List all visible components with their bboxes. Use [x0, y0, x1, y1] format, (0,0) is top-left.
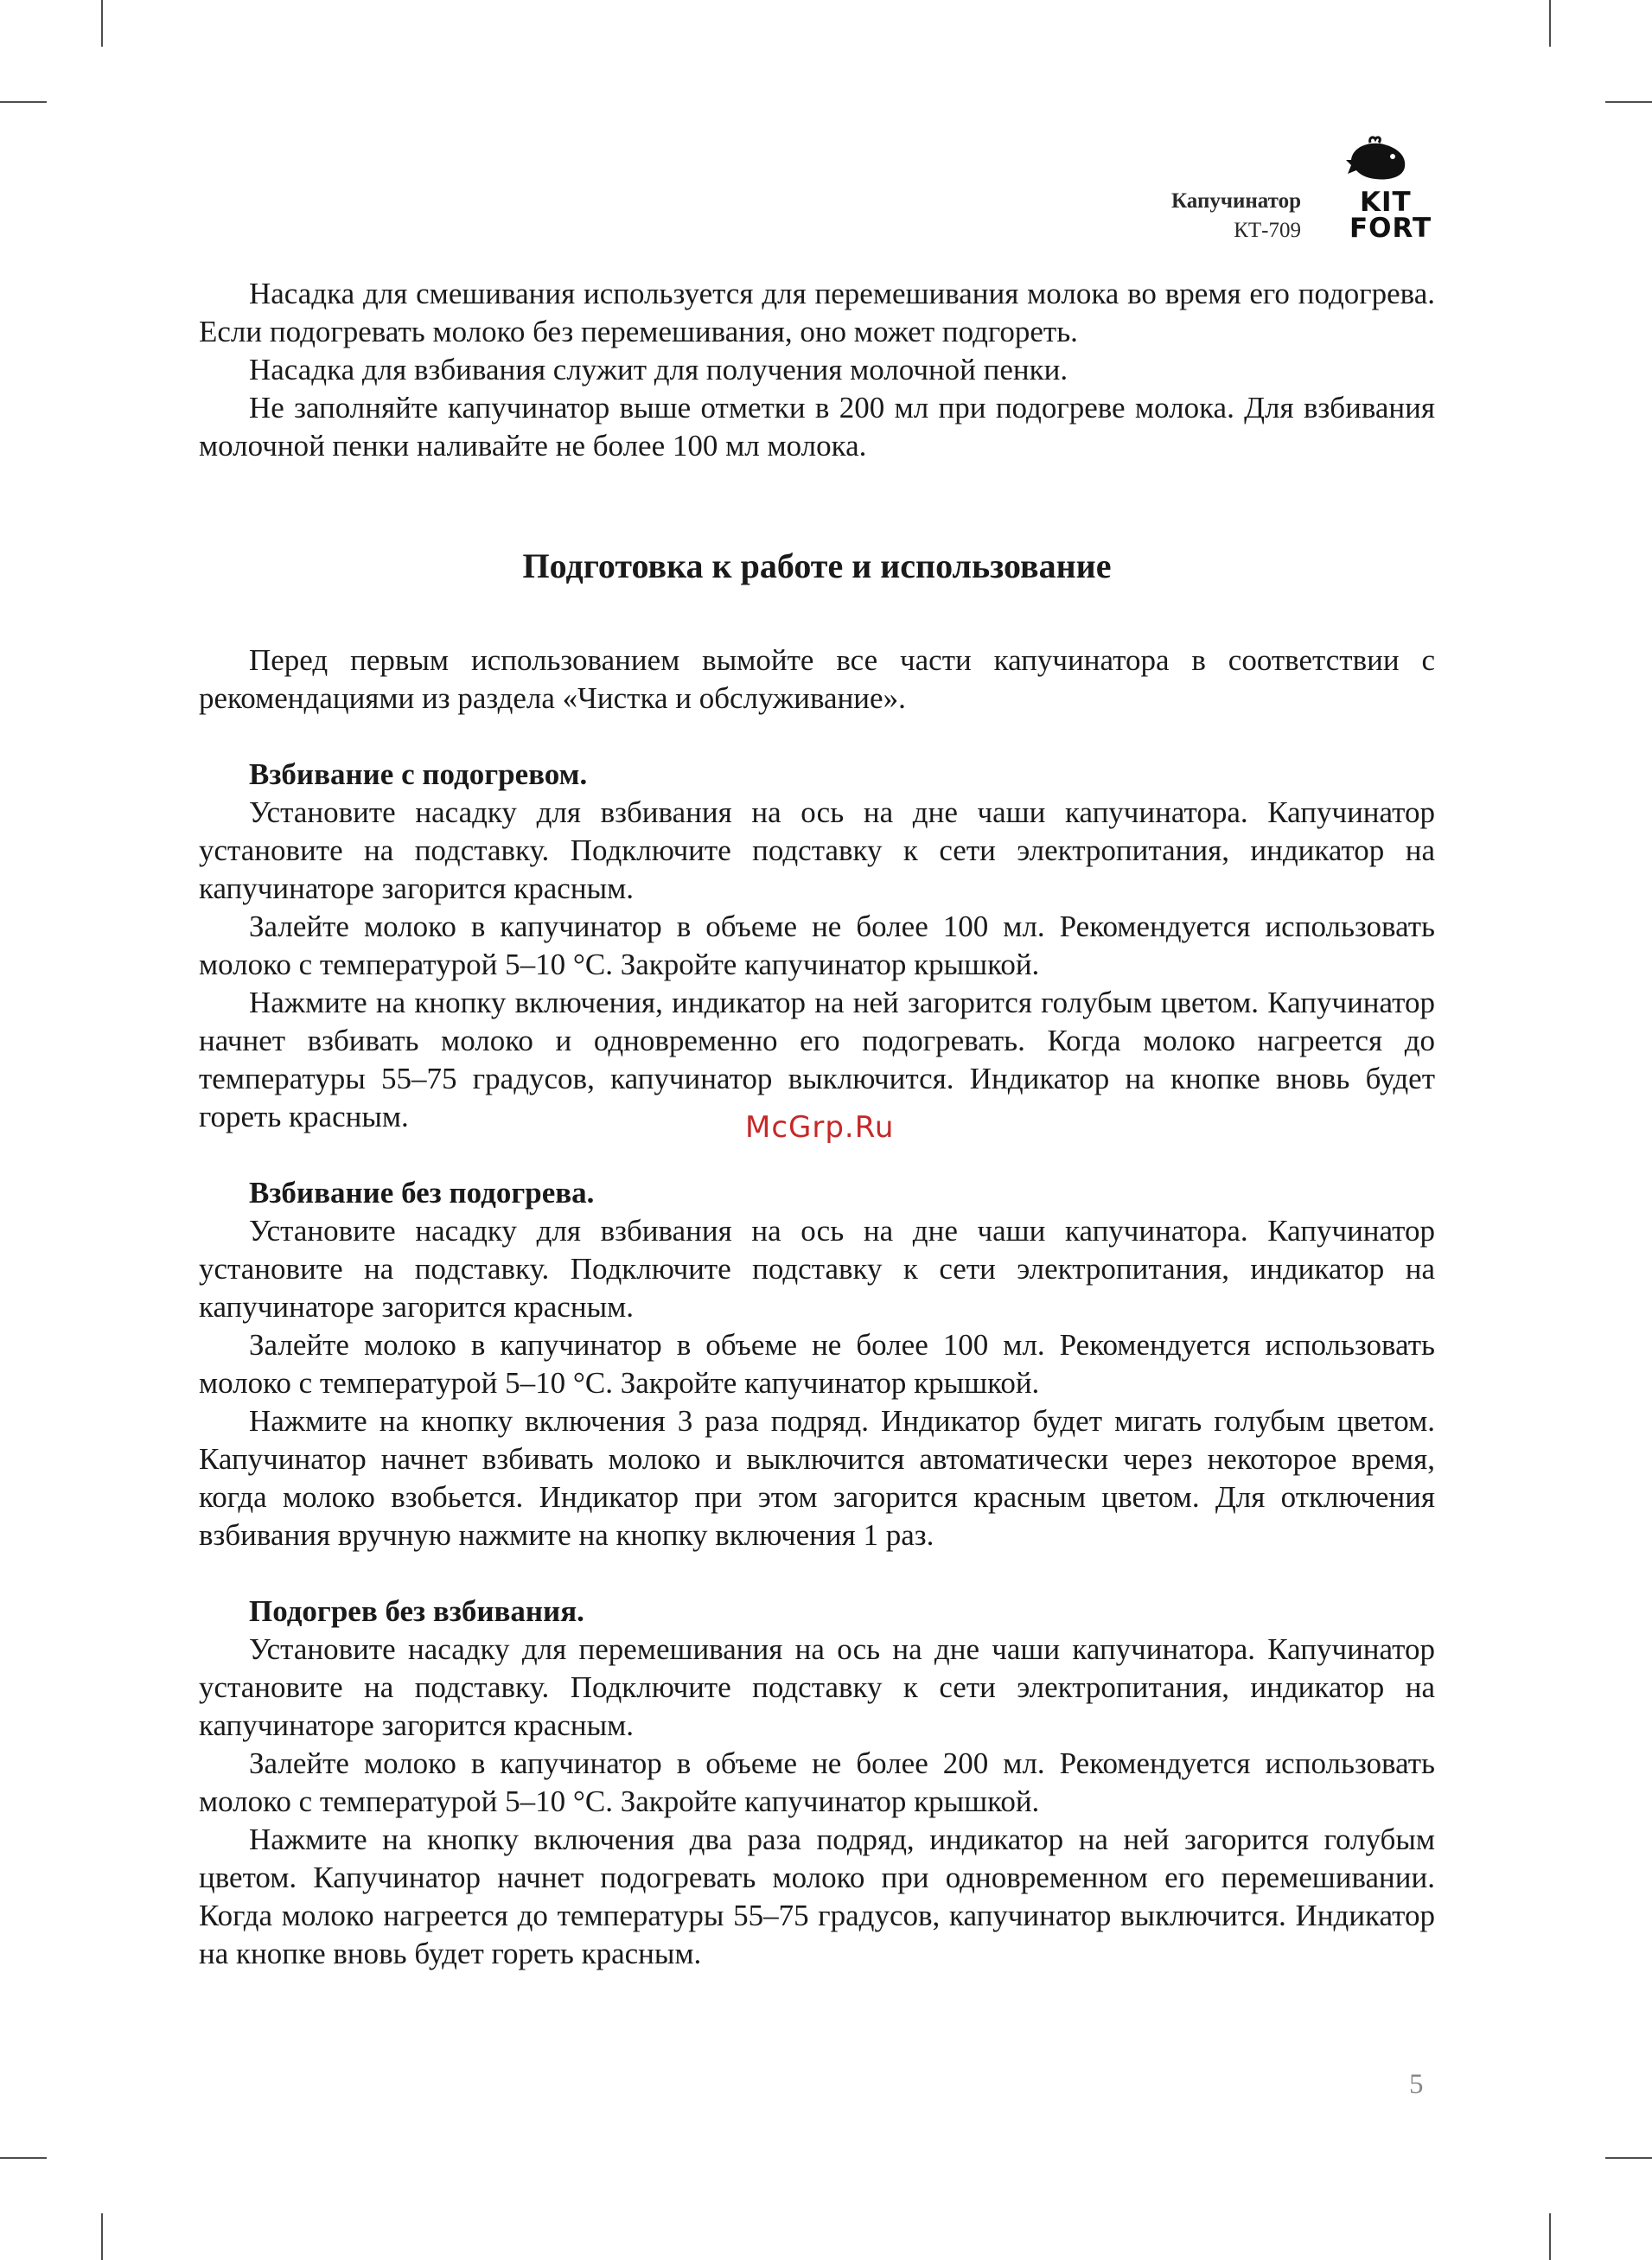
crop-mark-bottom-left — [101, 2213, 103, 2260]
logo-text-fort: FORT — [1349, 213, 1432, 244]
paragraph: Нажмите на кнопку включения два раза подряд, индикатор на ней загорится голубым цветом. Капучинатор начнет подогревать молоко при одновременном его перемешивании. Когда молоко нагреется до температуры 55–75 градусов, капучинатор выключится. Индикатор на кнопке вновь будет гореть красным. — [199, 1823, 1435, 1970]
section-title: Подготовка к работе и использование — [522, 546, 1112, 585]
intro-paragraph: Насадка для смешивания используется для перемешивания молока во время его подогрева. Если подогревать молоко без перемешивания, оно может подгореть. — [199, 277, 1435, 348]
logo-text-kit: KIT — [1360, 187, 1412, 218]
product-model: КТ-709 — [1234, 219, 1301, 242]
crop-mark-bottom-right — [1549, 2213, 1551, 2260]
crop-mark-bottom-right-h — [1605, 2157, 1652, 2159]
intro-paragraph: Не заполняйте капучинатор выше отметки в 200 мл при подогреве молока. Для взбивания молочной пенки наливайте не более 100 мл молока. — [199, 391, 1435, 463]
crop-mark-bottom-left-h — [0, 2157, 47, 2159]
crop-mark-top-left-h — [0, 101, 47, 103]
paragraph: Установите насадку для взбивания на ось на дне чаши капучинатора. Капучинатор установите на подставку. Подключите подставку к сети электропитания, индикатор на капучинаторе загорится красным. — [199, 1214, 1435, 1324]
paragraph: Нажмите на кнопку включения 3 раза подряд. Индикатор будет мигать голубым цветом. Капучинатор начнет взбивать молоко и выключится автоматически через некоторое время, когда молоко взобьется. Индикатор при этом загорится красным цветом. Для отключения взбивания вручную нажмите на кнопку включения 1 раз. — [199, 1404, 1435, 1552]
page-number: 5 — [1409, 2069, 1424, 2100]
subsection-heading: Взбивание с подогревом. — [249, 757, 588, 791]
product-name: Капучинатор — [1171, 189, 1301, 213]
crop-mark-top-right-h — [1605, 101, 1652, 103]
crop-mark-top-left — [101, 0, 103, 47]
page-header — [1063, 187, 1301, 246]
section-lead: Перед первым использованием вымойте все части капучинатора в соответствии с рекомендациями из раздела «Чистка и обслуживание». — [199, 643, 1435, 715]
brand-logo — [1327, 134, 1439, 242]
paragraph: Залейте молоко в капучинатор в объеме не более 100 мл. Рекомендуется использовать молоко с температурой 5–10 °С. Закройте капучинатор крышкой. — [199, 1328, 1435, 1400]
intro-paragraph: Насадка для взбивания служит для получения молочной пенки. — [249, 353, 1068, 386]
whale-icon — [1344, 134, 1413, 186]
subsection-heading: Подогрев без взбивания. — [249, 1594, 584, 1628]
crop-mark-top-right — [1549, 0, 1551, 47]
watermark-link[interactable]: McGrp.Ru — [745, 1110, 895, 1145]
paragraph: Залейте молоко в капучинатор в объеме не более 200 мл. Рекомендуется использовать молоко с температурой 5–10 °С. Закройте капучинатор крышкой. — [199, 1746, 1435, 1818]
paragraph: Залейте молоко в капучинатор в объеме не более 100 мл. Рекомендуется использовать молоко с температурой 5–10 °С. Закройте капучинатор крышкой. — [199, 910, 1435, 981]
paragraph: Установите насадку для перемешивания на ось на дне чаши капучинатора. Капучинатор установите на подставку. Подключите подставку к сети электропитания, индикатор на капучинаторе загорится красным. — [199, 1632, 1435, 1742]
subsection-heading: Взбивание без подогрева. — [249, 1176, 595, 1210]
paragraph: Установите насадку для взбивания на ось на дне чаши капучинатора. Капучинатор установите на подставку. Подключите подставку к сети электропитания, индикатор на капучинаторе загорится красным. — [199, 795, 1435, 905]
paragraph: Нажмите на кнопку включения, индикатор на ней загорится голубым цветом. Капучинатор начнет взбивать молоко и одновременно его подогревать. Когда молоко нагреется до температуры 55–75 градусов, капучинатор выключится. Индикатор на кнопке вновь будет гореть красным. — [199, 986, 1435, 1133]
